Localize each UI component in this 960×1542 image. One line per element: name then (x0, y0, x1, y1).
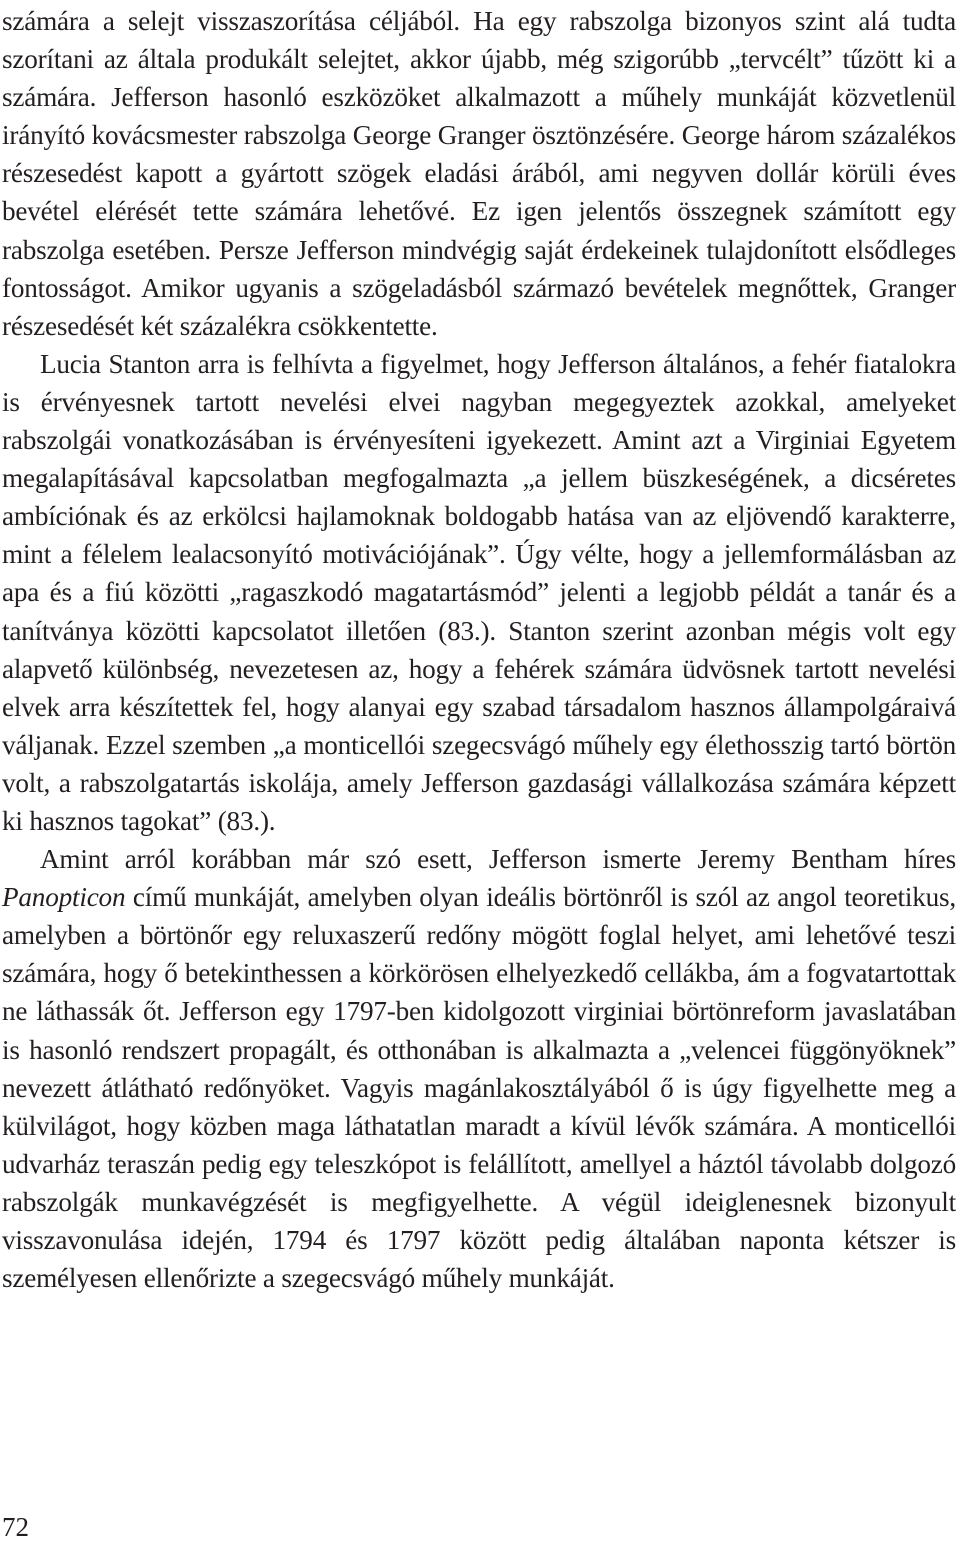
page-number: 72 (2, 1512, 29, 1542)
paragraph-1 (2, 2, 956, 345)
paragraph-3-text-end: című munkáját, amelyben olyan ideális börtönről is szól az angol teoretikus, amelyben a börtönőr egy reluxaszerű redőny mögött foglal helyet, ami lehetővé teszi számára, hogy ő betekinthessen a körkörösen elhelyezkedő cellákba, ám a fogvatartottak ne láthassák őt. Jefferson egy 1797-ben kidolgozott virginiai börtönreform javaslatában is hasonló rendszert propagált, és otthonában is alkalmazta a „velencei függönyöknek” nevezett átlátható redőnyöket. Vagyis magánlakosztályából ő is úgy figyelhette meg a külvilágot, hogy közben maga láthatatlan maradt a kívül lévők számára. A monticellói udvarház teraszán pedig egy teleszkópot is felállított, amellyel a háztól távolabb dolgozó rabszolgák munkavégzését is megfigyelhette. A végül ideiglenesnek bizonyult visszavonulása idején, 1794 és 1797 között pedig általában naponta kétszer is személyesen ellenőrizte a szegecsvágó műhely munkáját. (2, 882, 956, 1294)
paragraph-2 (2, 345, 956, 840)
paragraph-3 (2, 840, 956, 1297)
book-title-panopticon: Panopticon (2, 882, 126, 913)
paragraph-2-text: Lucia Stanton arra is felhívta a figyelmet, hogy Jefferson általános, a fehér fiatalokra is érvényesnek tartott nevelési elvei nagyban megegyeztek azokkal, amelyeket rabszolgái vonatkozásában is érvényesíteni igyekezett. Amint azt a Virginiai Egyetem megalapításával kapcsolatban megfogalmazta „a jellem büszkeségének, a dicséretes ambíciónak és az erkölcsi hajlamoknak boldogabb hatása van az eljövendő karakterre, mint a félelem lealacsonyító motivációjának”. Úgy vélte, hogy a jellemformálásban az apa és a fiú közötti „ragaszkodó magatartásmód” jelenti a legjobb példát a tanár és a tanítványa közötti kapcsolatot illetően (83.). Stanton szerint azonban mégis volt egy alapvető különbség, nevezetesen az, hogy a fehérek számára üdvösnek tartott nevelési elvek arra készítettek fel, hogy alanyai egy szabad társadalom hasznos állampolgáraivá váljanak. Ezzel szemben „a monticellói szegecsvágó műhely egy élethosszig tartó börtön volt, a rabszolgatartás iskolája, amely Jefferson gazdasági vállalkozása számára képzett ki hasznos tagokat” (83.). (2, 348, 956, 836)
paragraph-3-text-start: Amint arról korábban már szó esett, Jefferson ismerte Jeremy Bentham híres (40, 844, 956, 875)
body-text (2, 2, 956, 1297)
paragraph-1-text: számára a selejt visszaszorítása céljából. Ha egy rabszolga bizonyos szint alá tudta szorítani az általa produkált selejtet, akkor újabb, még szigorúbb „tervcélt” tűzött ki a számára. Jefferson hasonló eszközöket alkalmazott a műhely munkáját közvetlenül irányító kovácsmester rabszolga George Granger ösztönzésére. George három százalékos részesedést kapott a gyártott szögek eladási árából, ami negyven dollár körüli éves bevétel elérését tette számára lehetővé. Ez igen jelentős összegnek számított egy rabszolga esetében. Persze Jefferson mindvégig saját érdekeinek tulajdonított elsődleges fontosságot. Amikor ugyanis a szögeladásból származó bevételek megnőttek, Granger részesedését két százalékra csökkentette. (2, 6, 956, 341)
